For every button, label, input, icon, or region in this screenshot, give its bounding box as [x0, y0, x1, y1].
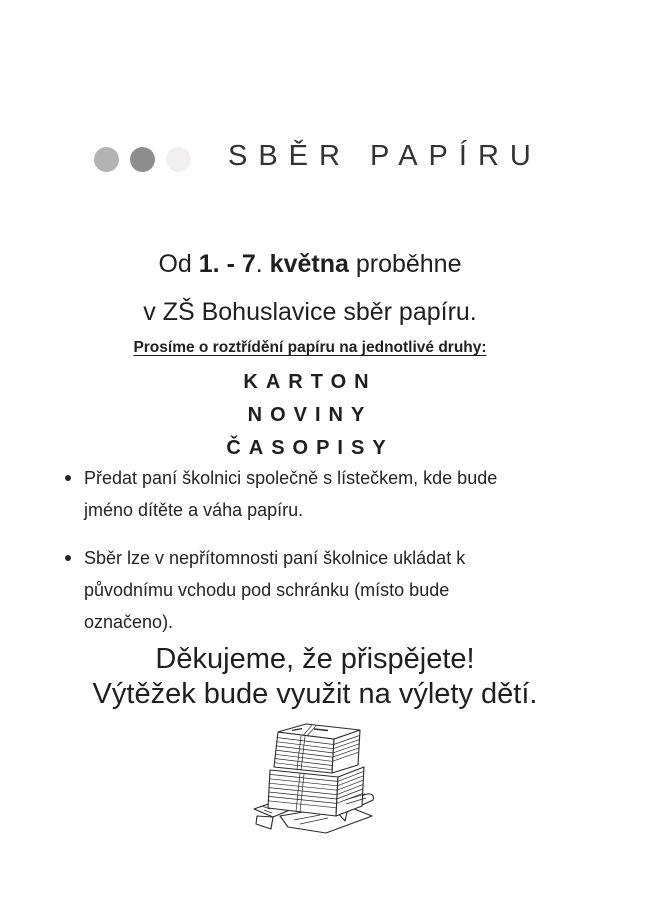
gray-dot-icon	[130, 147, 155, 172]
intro-dates: 1. - 7	[198, 250, 256, 278]
paper-types-list	[0, 366, 620, 465]
intro-line-2: v ZŠ Bohuslavice sběr papíru.	[143, 298, 477, 326]
bullet-item: Sběr lze v nepřítomnosti paní školnice ukládat k původnímu vchodu pod schránku (místo bude označeno).	[58, 542, 504, 638]
logo-dots	[94, 147, 191, 172]
intro-line-1-pre: Od	[158, 250, 199, 278]
gray-dot-icon	[94, 147, 119, 172]
paper-type-noviny: NOVINY	[247, 404, 373, 426]
paper-type-casopisy: ČASOPISY	[226, 437, 394, 459]
paper-type-karton: KARTON	[243, 371, 377, 393]
closing-proceeds: Výtěžek bude využit na výlety dětí.	[92, 678, 538, 710]
gray-dot-icon	[166, 147, 191, 172]
sorting-instruction: Prosíme o roztřídění papíru na jednotlivé druhy:	[133, 339, 487, 356]
newspaper-stack-illustration	[248, 720, 382, 840]
instructions-bullet-list	[58, 462, 504, 654]
page-title: SBĚR PAPÍRU	[228, 140, 542, 172]
intro-line-1-mid: .	[255, 250, 270, 278]
bullet-item: Předat paní školnici společně s lístečkem, kde bude jméno dítěte a váha papíru.	[58, 462, 504, 526]
closing-thanks: Děkujeme, že přispějete!	[155, 643, 475, 675]
intro-line-1	[0, 250, 620, 279]
intro-month: května	[269, 250, 349, 278]
intro-line-1-post: proběhne	[348, 250, 462, 278]
